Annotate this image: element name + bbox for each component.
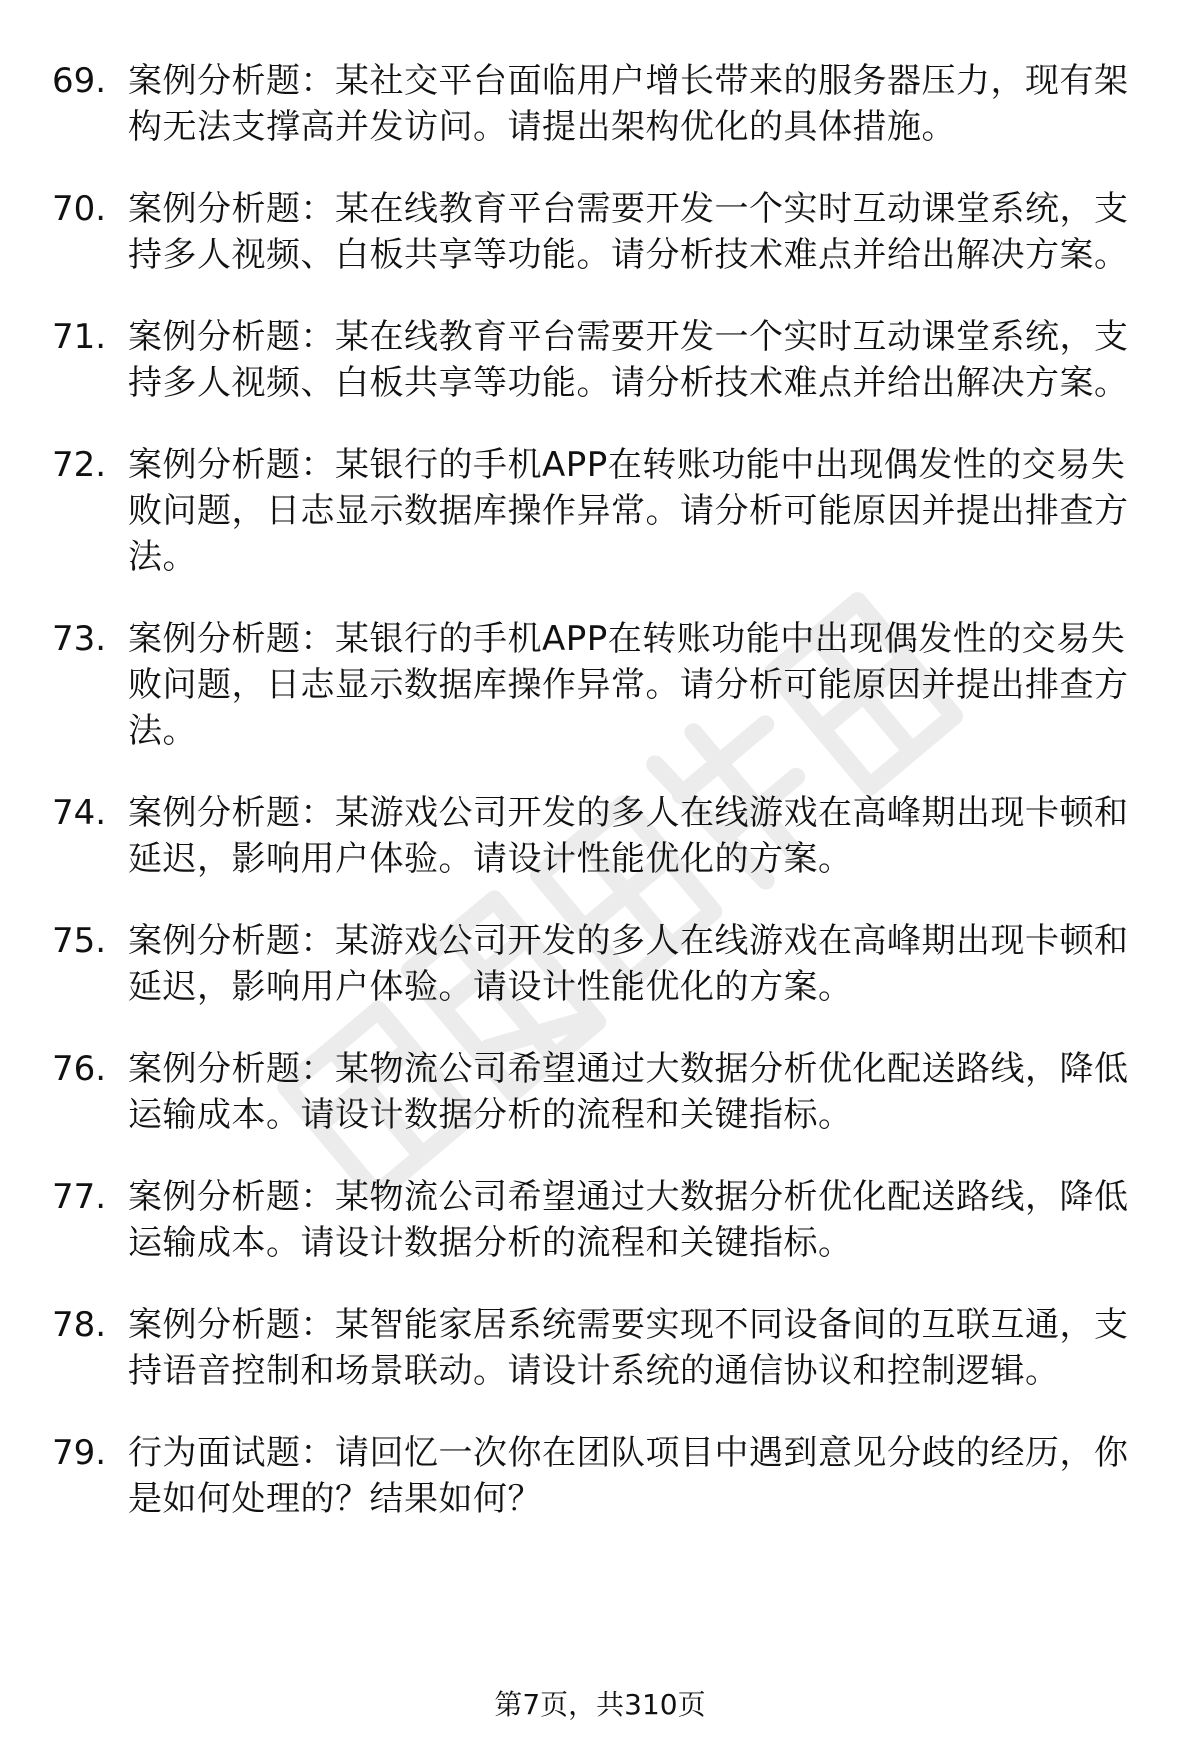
question-item (0, 314, 1200, 406)
question-text: 案例分析题：某银行的手机APP在转账功能中出现偶发性的交易失败问题，日志显示数据库操作异常。请分析可能原因并提出排查方法。 (128, 445, 1129, 577)
question-number: 70. (52, 189, 107, 229)
question-number: 75. (52, 921, 107, 961)
question-text: 案例分析题：某智能家居系统需要实现不同设备间的互联互通，支持语音控制和场景联动。请设计系统的通信协议和控制逻辑。 (128, 1305, 1129, 1391)
question-item (0, 790, 1200, 882)
question-item (0, 1302, 1200, 1394)
page-footer: 第7页，共310页 (494, 1688, 706, 1721)
question-item (0, 918, 1200, 1010)
question-text: 案例分析题：某在线教育平台需要开发一个实时互动课堂系统，支持多人视频、白板共享等功能。请分析技术难点并给出解决方案。 (128, 189, 1129, 275)
question-item (0, 1046, 1200, 1138)
question-item (0, 1430, 1200, 1522)
question-item (0, 58, 1200, 150)
question-number: 69. (52, 61, 107, 101)
question-text: 案例分析题：某物流公司希望通过大数据分析优化配送路线，降低运输成本。请设计数据分析的流程和关键指标。 (128, 1177, 1129, 1263)
question-number: 71. (52, 317, 107, 357)
question-number: 72. (52, 445, 107, 485)
question-number: 76. (52, 1049, 107, 1089)
question-item (0, 442, 1200, 580)
question-number: 73. (52, 619, 107, 659)
question-item (0, 186, 1200, 278)
question-number: 77. (52, 1177, 107, 1217)
question-text: 案例分析题：某银行的手机APP在转账功能中出现偶发性的交易失败问题，日志显示数据库操作异常。请分析可能原因并提出排查方法。 (128, 619, 1129, 751)
question-number: 78. (52, 1305, 107, 1345)
question-text: 案例分析题：某游戏公司开发的多人在线游戏在高峰期出现卡顿和延迟，影响用户体验。请设计性能优化的方案。 (128, 793, 1129, 879)
question-text: 案例分析题：某游戏公司开发的多人在线游戏在高峰期出现卡顿和延迟，影响用户体验。请设计性能优化的方案。 (128, 921, 1129, 1007)
question-text: 案例分析题：某物流公司希望通过大数据分析优化配送路线，降低运输成本。请设计数据分析的流程和关键指标。 (128, 1049, 1129, 1135)
question-text: 案例分析题：某在线教育平台需要开发一个实时互动课堂系统，支持多人视频、白板共享等功能。请分析技术难点并给出解决方案。 (128, 317, 1129, 403)
question-item (0, 616, 1200, 754)
question-text: 行为面试题：请回忆一次你在团队项目中遇到意见分歧的经历，你是如何处理的？结果如何？ (128, 1433, 1129, 1519)
question-item (0, 1174, 1200, 1266)
question-list (0, 58, 1200, 1558)
question-text: 案例分析题：某社交平台面临用户增长带来的服务器压力，现有架构无法支撑高并发访问。请提出架构优化的具体措施。 (128, 61, 1129, 147)
question-number: 74. (52, 793, 107, 833)
question-number: 79. (52, 1433, 107, 1473)
